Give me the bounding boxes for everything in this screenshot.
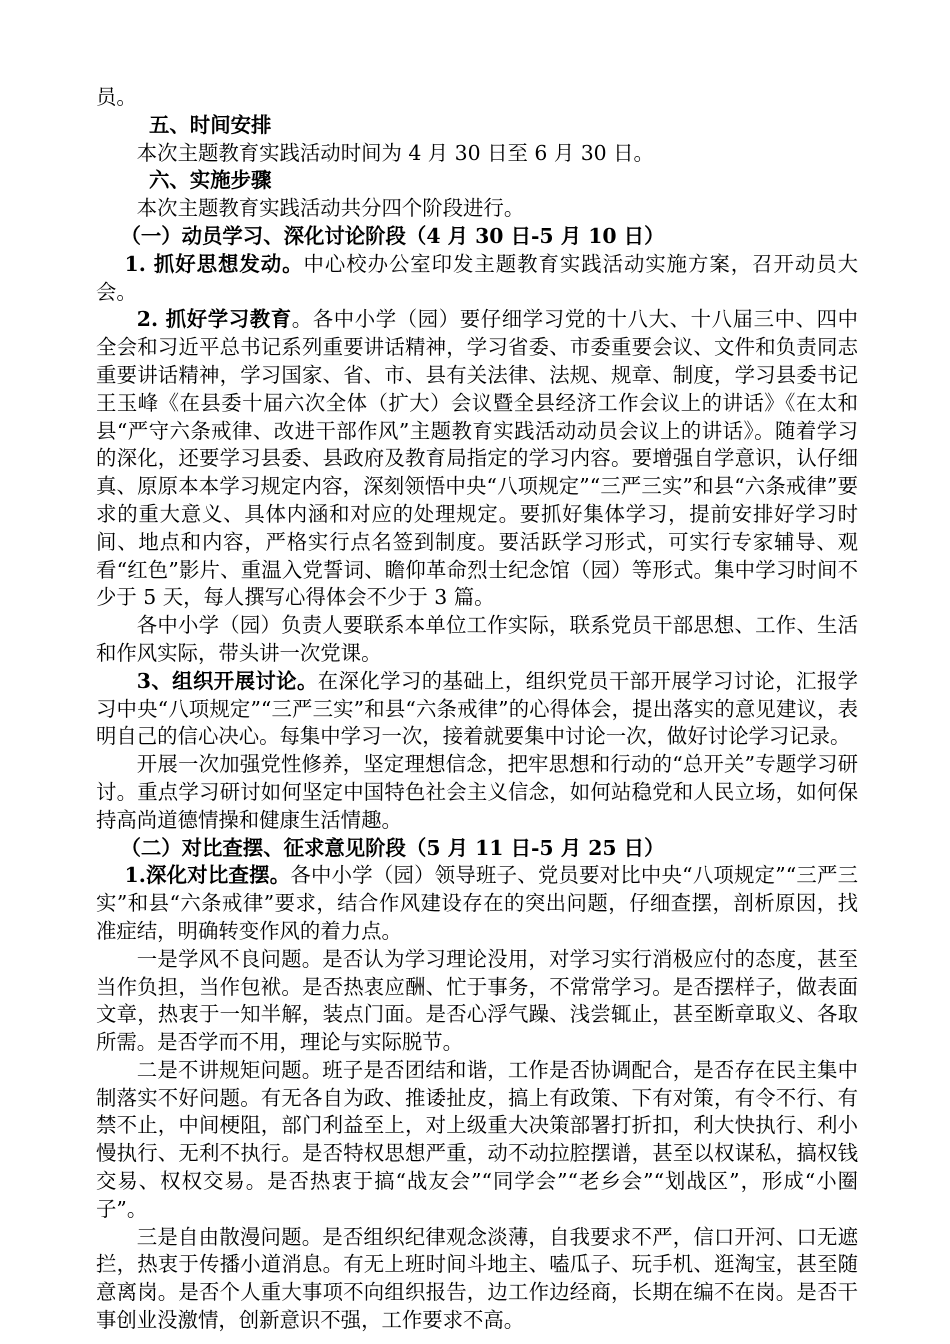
paragraph-self-check <box>96 862 858 945</box>
section-heading-schedule: 五、时间安排 <box>149 112 272 137</box>
paragraph-discipline: 三是自由散漫问题。是否组织纪律观念淡薄，自我要求不严，信口开河、口无遮拦，热衷于传播小道消息。有无上班时间斗地主、嗑瓜子、玩手机、逛淘宝，甚至随意离岗。是否个人重大事项不向组织报告，边工作边经商，长期在编不在岗。是否干事创业没激情，创新意识不强，工作要求不高。 <box>96 1224 858 1333</box>
paragraph-party-lecture: 各中小学（园）负责人要联系本单位工作实际，联系党员干部思想、工作、生活和作风实际，带头讲一次党课。 <box>96 613 858 665</box>
stage-heading-2: （二）对比查摆、征求意见阶段（5 月 11 日-5 月 25 日） <box>120 835 665 860</box>
paragraph-mobilization <box>96 251 858 307</box>
item-text-study: 。各中小学（园）要仔细学习党的十八大、十八届三中、四中全会和习近平总书记系列重要讲话精神，学习省委、市委重要会议、文件和负责同志重要讲话精神，学习国家、省、市、县有关法律、法规、规章、制度，学习县委书记王玉峰《在县委十届六次全体（扩大）会议暨全县经济工作会议上的讲话》《在太和县“严守六条戒律、改进干部作风”主题教育实践活动动员会议上的讲话》。随着学习的深化，还要学习县委、县政府及教育局指定的学习内容。要增强自学意识，认仔细真、原原本本学习规定内容，深刻领悟中央“八项规定”“三严三实”和县“六条戒律”要求的重大意义、具体内涵和对应的处理规定。要抓好集体学习，提前安排好学习时间、地点和内容，严格实行点名签到制度。要活跃学习形式，可实行专家辅导、观看“红色”影片、重温入党誓词、瞻仰革命烈士纪念馆（园）等形式。集中学习时间不少于 5 天，每人撰写心得体会不少于 3 篇。 <box>96 307 859 610</box>
item-text-mobilization: 中心校办公室印发主题教育实践活动实施方案，召开动员大会。 <box>96 251 858 304</box>
paragraph-study <box>96 306 858 612</box>
item-text-self-check: 各中小学（园）领导班子、党员要对比中央“八项规定”“三严三实”和县“六条戒律”要求，结合作风建设存在的突出问题，仔细查摆，剖析原因，找准症结，明确转变作风的着力点。 <box>96 863 858 943</box>
paragraph-study-style: 一是学风不良问题。是否认为学习理论没用，对学习实行消极应付的态度，甚至当作负担，当作包袱。是否热衷应酬、忙于事务，不常常学习。是否摆样子，做表面文章，热衷于一知半解，装点门面。是否心浮气躁、浅尝辄止，甚至断章取义、各取所需。是否学而不用，理论与实际脱节。 <box>96 946 858 1055</box>
paragraph-schedule: 本次主题教育实践活动时间为 4 月 30 日至 6 月 30 日。 <box>136 140 654 165</box>
item-title-self-check: 1.深化对比查摆。 <box>124 863 291 888</box>
paragraph-seminar: 开展一次加强党性修养，坚定理想信念，把牢思想和行动的“总开关”专题学习研讨。重点学习研讨如何坚定中国特色社会主义信念，如何站稳党和人民立场，如何保持高尚道德情操和健康生活情趣。 <box>96 752 858 832</box>
item-title-discussion: 3、组织开展讨论。 <box>136 668 318 693</box>
paragraph-rules: 二是不讲规矩问题。班子是否团结和谐，工作是否协调配合，是否存在民主集中制落实不好问题。有无各自为政、推诿扯皮，搞上有政策、下有对策，有令不行、有禁不止，中间梗阻，部门利益至上，对上级重大决策部署打折扣，利大快执行、利小慢执行、无利不执行。是否特权思想严重，动不动拉腔摆谱，甚至以权谋私，搞权钱交易、权权交易。是否热衷于搞“战友会”“同学会”“老乡会”“划战区”，形成“小圈子”。 <box>96 1057 858 1221</box>
item-title-mobilization: 1. 抓好思想发动。 <box>124 251 304 276</box>
paragraph-steps: 本次主题教育实践活动共分四个阶段进行。 <box>136 196 525 221</box>
item-text-discussion: 在深化学习的基础上，组织党员干部开展学习讨论，汇报学习中央“八项规定”“三严三实”和县“六条戒律”的心得体会，提出落实的意见建议，表明自己的信心决心。每集中学习一次，接着就要集中讨论一次，做好讨论学习记录。 <box>96 668 859 749</box>
section-heading-steps: 六、实施步骤 <box>149 168 272 193</box>
stage-heading-1: （一）动员学习、深化讨论阶段（4 月 30 日-5 月 10 日） <box>120 223 665 248</box>
paragraph-discussion <box>96 668 858 751</box>
text-line-continuation: 员。 <box>96 85 137 109</box>
item-title-study: 2. 抓好学习教育 <box>136 307 292 332</box>
